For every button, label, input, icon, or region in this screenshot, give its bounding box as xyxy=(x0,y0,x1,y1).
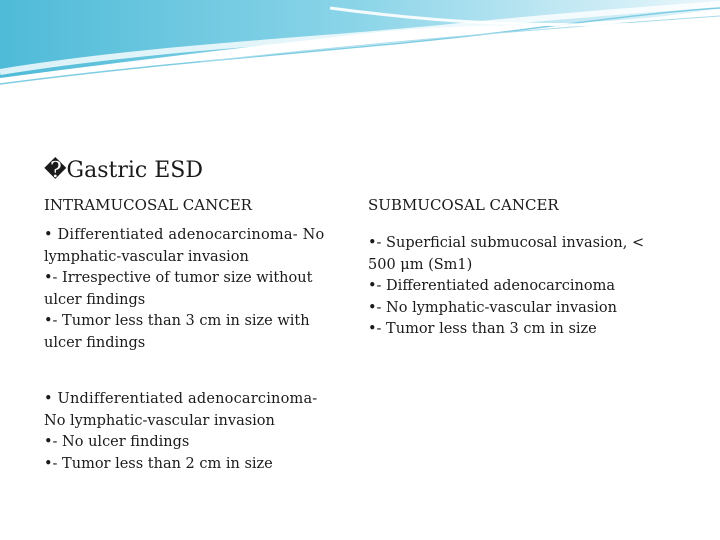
criteria-line: •- No lymphatic-vascular invasion xyxy=(368,299,617,316)
criteria-line: •- Tumor less than 3 cm in size with xyxy=(44,313,310,330)
criteria-line: •- Tumor less than 2 cm in size xyxy=(44,455,273,472)
slide-title: �Gastric ESD xyxy=(44,158,204,183)
criteria-line: No lymphatic-vascular invasion xyxy=(44,412,275,429)
criteria-line: •- Superficial submucosal invasion, < xyxy=(368,235,645,251)
criteria-line: • Differentiated adenocarcinoma- No xyxy=(44,227,325,243)
intramucosal-differentiated-criteria xyxy=(44,225,362,355)
criteria-line: •- Irrespective of tumor size without xyxy=(44,270,313,287)
criteria-line: •- Tumor less than 3 cm in size xyxy=(368,321,597,338)
criteria-line: ulcer findings xyxy=(44,291,146,308)
criteria-line: ulcer findings xyxy=(44,334,146,351)
criteria-line: 500 μm (Sm1) xyxy=(368,256,473,273)
intramucosal-undifferentiated-criteria xyxy=(44,389,362,475)
header-wave-decoration xyxy=(0,0,720,90)
criteria-line: •- No ulcer findings xyxy=(44,434,190,451)
submucosal-criteria xyxy=(368,233,698,341)
criteria-line: • Undifferentiated adenocarcinoma- xyxy=(44,391,318,407)
criteria-line: lymphatic-vascular invasion xyxy=(44,248,249,265)
intramucosal-heading: INTRAMUCOSAL CANCER xyxy=(44,196,252,214)
criteria-line: •- Differentiated adenocarcinoma xyxy=(368,278,615,295)
submucosal-heading: SUBMUCOSAL CANCER xyxy=(368,196,559,214)
